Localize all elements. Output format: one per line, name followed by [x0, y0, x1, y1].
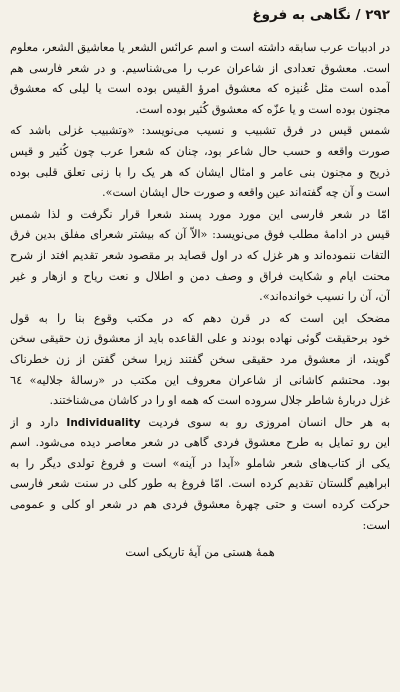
text-line: خود برحقیقت گوئی نهاده بودند و علی القاعده باید از معشوق زن حقیقی سخن [10, 332, 390, 346]
paragraph-5 [10, 413, 390, 537]
text-line: این رو تمایل به طرح معشوق فردی گاهی در شعر معاصر دیده می‌شود. اسم [10, 436, 390, 450]
text-line: یکی از کتاب‌های شعر شاملو «آیدا در آینه» است و فروغ تولدی دیگر را به [10, 456, 390, 470]
text-line: شمس قیس در فرق تشبیب و نسیب می‌نویسد: «وتشبیب غزلی باشد که [10, 124, 390, 138]
poem-verse: همهٔ هستی من آیهٔ تاریکی است [125, 545, 275, 560]
text-line: التفات ننموده‌اند و هر غزل که در اول قصاید بر مقصود شعر تقدیم افتد از شرح [10, 248, 390, 262]
text-line: حرکت کرده است و حتی چهرهٔ معشوق فردی هم در شعر او کلی و عمومی [10, 498, 390, 512]
paragraph-1 [10, 38, 390, 120]
text-line: ذریح و مجنون بنی عامر و امثال ایشان که هر یک را با زنی تعلق قلبی بوده [10, 165, 390, 179]
text-line: است: [362, 518, 390, 532]
text-line: امّا در شعر فارسی این مورد مورد پسند شعرا قرار نگرفت و لذا شمس [10, 207, 390, 221]
text-line: قیس در ادامهٔ مطلب فوق می‌نویسد: «الاّ آن که بیشتر شعرای مفلق بدین فرق [10, 228, 390, 242]
page-header: ۲۹۲ / نگاهی به فروغ [252, 7, 390, 23]
text-line: است. معشوق تعدادی از شاعران عرب را می‌شناسیم. و در شعر فارسی هم [10, 61, 390, 75]
text-line: در ادبیات عرب سابقه داشته است و اسم عرائس الشعر یا معاشیق الشعر، معلوم [10, 41, 390, 54]
text-line: ابراهیم گلستان تقدیم کرده است. امّا فروغ به طور کلی در سنت شعر فارسی [10, 477, 390, 491]
text-line: صورت واقعه و حسب حال شاعر بود، چنان که شعرا عرب چون کُثیر و قیس [10, 144, 390, 158]
page-body [10, 38, 390, 563]
paragraph-2 [10, 121, 390, 203]
text-line: مجنون بوده است و یا عزّه که معشوق کُثیر بوده است. [135, 102, 390, 116]
text-segment: به هر حال انسان امروزی رو به سوی فردیت [148, 415, 390, 429]
text-line: محنت ایام و شکایت فراق و وصف دمن و اطلال و نعت ریاح و ازهار و غیر [10, 269, 390, 283]
english-term: Individuality [66, 416, 141, 429]
text-line: گویند، از معشوق مرد حقیقی سخن گفتند زیرا سخن گفتن از زن خطرناک [10, 352, 390, 366]
text-line: بود. محتشم کاشانی از شاعران معروف این مکتب در «رسالهٔ جلالیه» ٦٤ [10, 373, 390, 387]
text-line: غزل دربارهٔ شاطر جلال سروده است که همه او را در کاشان می‌شناختند. [49, 394, 390, 408]
text-line: آن، آن را نسیب خوانده‌اند». [259, 290, 390, 304]
text-line [10, 413, 390, 434]
text-line: مضحک این است که در قرن دهم که در مکتب وقوع بنا را به قول [10, 311, 390, 325]
paragraph-3 [10, 205, 390, 308]
text-line: است و آن چه گفته‌اند عین واقعه و صورت حال ایشان است». [101, 186, 390, 200]
paragraph-4 [10, 309, 390, 412]
text-segment: دارد و از [10, 415, 59, 429]
text-line: آمده است مثل عُنیزه که معشوق امرؤ القیس بوده است یا لیلی که معشوق [10, 82, 390, 96]
